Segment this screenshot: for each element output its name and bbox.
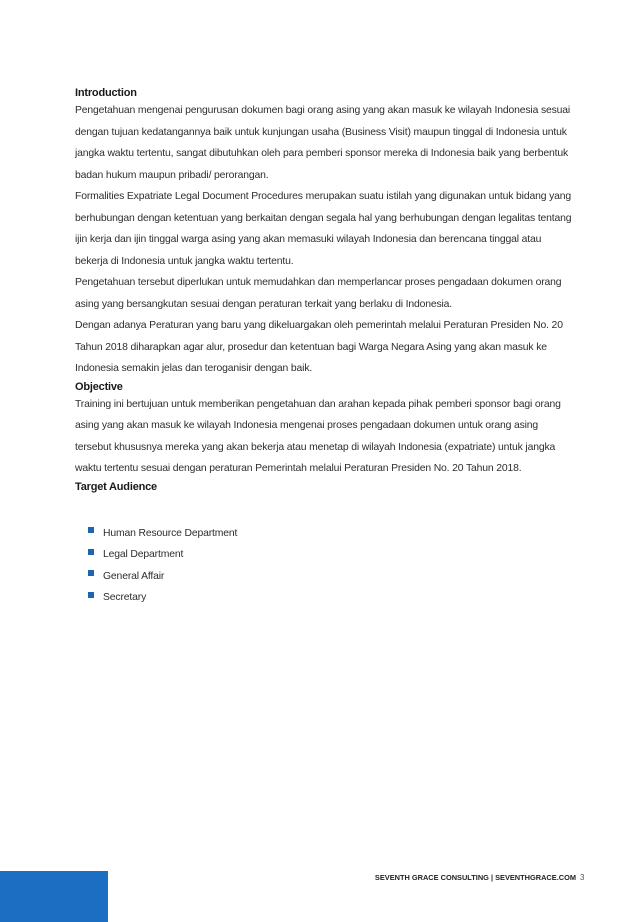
list-item-label: Legal Department: [103, 549, 184, 560]
footer-accent-block: [0, 871, 108, 922]
page-content: [75, 86, 575, 609]
target-audience-heading: Target Audience: [75, 480, 157, 493]
target-audience-list: [75, 523, 575, 609]
list-item: [88, 587, 575, 609]
objective-paragraph: Training ini bertujuan untuk memberikan pengetahuan dan arahan kepada pihak pemberi sponsor bagi orang asing yang akan masuk ke wilayah Indonesia mengenai proses pengadaan dokumen untuk orang asing tersebut khususnya mereka yang akan bekerja atau menetap di wilayah Indonesia (expatriate) untuk jangka waktu tertentu sesuai dengan peraturan Pemerintah melalui Peraturan Presiden No. 20 Tahun 2018.: [75, 398, 561, 474]
square-bullet-icon: [88, 592, 94, 598]
square-bullet-icon: [88, 549, 94, 555]
page-number: 3: [580, 873, 585, 882]
objective-heading: Objective: [75, 380, 123, 393]
list-item-label: General Affair: [103, 570, 165, 582]
introduction-paragraph-1: Pengetahuan mengenai pengurusan dokumen bagi orang asing yang akan masuk ke wilayah Indonesia sesuai dengan tujuan kedatangannya baik untuk kunjungan usaha (Business Visit) maupun tinggal di Indonesia untuk jangka waktu tertentu, sangat dibutuhkan oleh para pemberi sponsor mereka di Indonesia baik yang berbentuk badan hukum maupun pribadi/ perorangan.: [75, 105, 571, 181]
introduction-paragraph-3: Pengetahuan tersebut diperlukan untuk memudahkan dan memperlancar proses pengadaan dokumen orang asing yang bersangkutan sesuai dengan peraturan terkait yang berlaku di Indonesia.: [75, 277, 562, 310]
list-item-label: Secretary: [103, 592, 147, 603]
introduction-heading: Introduction: [75, 87, 137, 99]
footer-company-text: SEVENTH GRACE CONSULTING | SEVENTHGRACE.COM: [374, 873, 576, 882]
square-bullet-icon: [88, 570, 94, 576]
square-bullet-icon: [88, 527, 94, 533]
introduction-paragraph-2: Formalities Expatriate Legal Document Procedures merupakan suatu istilah yang digunakan untuk bidang yang berhubungan dengan ketentuan yang berkaitan dengan segala hal yang berhubungan dengan legalitas tentang ijin kerja dan ijin tinggal warga asing yang akan memasuki wilayah Indonesia dan berencana tinggal atau bekerja di Indonesia untuk jangka waktu tertentu.: [75, 191, 572, 267]
list-item: [88, 544, 575, 566]
introduction-paragraph-4: Dengan adanya Peraturan yang baru yang dikeluargakan oleh pemerintah melalui Peraturan Presiden No. 20 Tahun 2018 diharapkan agar alur, prosedur dan ketentuan bagi Warga Negara Asing yang akan masuk ke Indonesia semakin jelas dan teroganisir dengan baik.: [75, 320, 563, 374]
list-item: [88, 566, 575, 588]
list-item-label: Human Resource Department: [103, 527, 238, 539]
list-item: [88, 523, 575, 545]
